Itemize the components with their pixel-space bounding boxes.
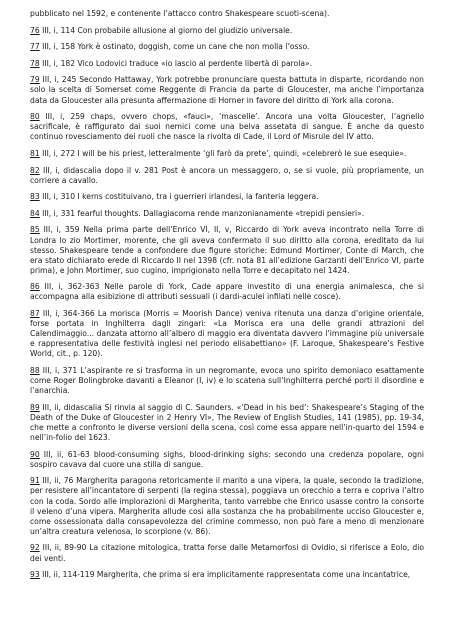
footnote <box>30 309 424 359</box>
footnote <box>30 543 424 563</box>
footnote-number-link[interactable]: 89 <box>30 402 40 412</box>
footnote <box>30 570 424 580</box>
footnote <box>30 149 424 159</box>
footnote-number-link[interactable]: 76 <box>30 25 40 35</box>
footnote-number-link[interactable]: 78 <box>30 58 40 68</box>
footnote-text: III, ii, 89-90 La citazione mitologica, tratta forse dalle Metamorfosi di Ovidio, si riferisce a Eolo, dio dei venti. <box>30 543 424 563</box>
footnote-number-link[interactable]: 85 <box>30 225 40 235</box>
footnote <box>30 112 424 142</box>
footnote-number-link[interactable]: 90 <box>30 449 40 459</box>
notes-list <box>30 26 424 581</box>
continued-note-text: pubblicato nel 1592, e contenente l’attacco contro Shakespeare scuoti-scena). <box>30 9 330 18</box>
footnote-number-link[interactable]: 83 <box>30 192 40 202</box>
footnote-text: III, i, 114 Con probabile allusione al giorno del giudizio universale. <box>42 25 293 35</box>
footnote-text: III, i, 310 I kerns costituivano, tra i guerrieri irlandesi, la fanteria leggera. <box>42 192 319 202</box>
footnote <box>30 476 424 537</box>
footnote-number-link[interactable]: 93 <box>30 570 40 580</box>
footnote <box>30 26 424 36</box>
footnote <box>30 450 424 470</box>
footnote-text: III, i, 182 Vico Lodovici traduce «io lascio al perdente libertà di parola». <box>42 58 313 68</box>
footnote-number-link[interactable]: 91 <box>30 476 40 486</box>
footnote-text: III, i, 272 I will be his priest, letteralmente ‘gli farò da prete’, quindi, «celebrerò le sue esequie». <box>42 148 407 158</box>
footnote-text: III, ii, didascalia Si rinvia al saggio di C. Saunders. «‘Dead in his bed’: Shakespeare’s Staging of the Death of the Duke of Gloucester in 2 Henry VI», The Review of English Studies, 141 (1985), pp. 19-34, che mette a confronto le diverse versioni della scena, così come essa appare nell’in-quarto del 1594 e nell’in-folio del 1623. <box>30 402 424 443</box>
footnote-number-link[interactable]: 81 <box>30 148 40 158</box>
footnote-number-link[interactable]: 77 <box>30 42 40 52</box>
footnote <box>30 75 424 105</box>
footnote-text: III, i, 362-363 Nelle parole di York, Cade appare investito di una energia animalesca, che si accompagna alla esibizione di attributi sessuali (i dardi-aculei infilati nelle cosce). <box>30 282 424 302</box>
footnote <box>30 166 424 186</box>
footnote <box>30 42 424 52</box>
footnote-number-link[interactable]: 86 <box>30 282 40 292</box>
footnote <box>30 366 424 396</box>
footnote-number-link[interactable]: 87 <box>30 309 40 319</box>
footnote <box>30 209 424 219</box>
footnote-text: III, i, 364-366 La morisca (Morris = Moorish Dance) veniva ritenuta una danza d’origine orientale, forse portata in Inghilterra dagli zingari: «La Morisca era una delle grandi attrazioni del Calendimaggio... danzata attorno all’albero di maggio era diventata davvero l’immagine più universale e rappresentativa delle festività inglesi nel periodo elisabettiano» (F. Laroque, Shakespeare’s Festive World, cit., p. 120). <box>30 309 424 359</box>
footnote-number-link[interactable]: 88 <box>30 366 40 376</box>
footnote-text: III, ii, 61-63 blood-consuming sighs, blood-drinking sighs: secondo una credenza popolare, ogni sospiro cavava dal cuore una stilla di sangue. <box>30 449 424 469</box>
footnote-text: III, i, didascalia dopo il v. 281 Post è ancora un messaggero, o, se si vuole, più propriamente, un corriere a cavallo. <box>30 165 424 185</box>
footnote <box>30 225 424 275</box>
footnote-text: III, i, 259 chaps, ovvero chops, «fauci», ‘mascelle’. Ancora una volta Gloucester, l’agnello sacrificale, è raffigurato dai suoi nemici come una belva assetata di sangue. È anche da questo continuo rovesciamento dei ruoli che nasce la rivolta di Cade, il Lord of Misrule del IV atto. <box>30 112 424 142</box>
footnote-text: III, ii, 76 Margherita paragona retoricamente il marito a una vipera, la quale, secondo la tradizione, per resistere all’incantatore di serpenti (la regina stessa), poggiava un orecchio a terra e copriva l’altro con la coda. Sordo alle implorazioni di Margherita, tanto varrebbe che Enrico usasse contro la consorte il veleno d’una vipera. Margherita allude così alla sostanza che ha probabilmente ucciso Gloucester e, come ossessionata dalla consapevolezza del crimine commesso, non può fare a meno di menzionare un’altra creatura velenosa, lo scorpione (v. 86). <box>30 476 424 536</box>
footnote-text: III, i, 331 fearful thoughts. Dallagiacoma rende manzonianamente «trepidi pensieri». <box>42 208 365 218</box>
footnote-number-link[interactable]: 82 <box>30 165 40 175</box>
footnote-text: III, i, 158 York è ostinato, doggish, come un cane che non molla l’osso. <box>42 42 310 52</box>
footnote <box>30 282 424 302</box>
footnote-number-link[interactable]: 92 <box>30 543 40 553</box>
footnote-text: III, ii, 114-119 Margherita, che prima si era implicitamente rappresentata come una incantatrice, <box>42 570 411 580</box>
footnote-text: III, i, 371 L’aspirante re si trasforma in un negromante, evoca uno spirito demoniaco esattamente come Roger Bolingbroke davanti a Eleanor (I, iv) e lo scatena sull’Inghilterra perché porti il disordine e l’anarchia. <box>30 366 424 396</box>
footnote-number-link[interactable]: 79 <box>30 75 40 85</box>
footnote-text: III, i, 245 Secondo Hattaway, York potrebbe pronunciare questa battuta in disparte, ricordando non solo la scelta di Somerset come Reggente di Francia da parte di Gloucester, ma anche l’importanza data da Gloucester alla presunta affermazione di Horner in favore del diritto di York alla corona. <box>30 75 424 105</box>
footnote-number-link[interactable]: 84 <box>30 208 40 218</box>
footnote <box>30 192 424 202</box>
footnote <box>30 59 424 69</box>
footnote <box>30 403 424 443</box>
footnote-number-link[interactable]: 80 <box>30 112 40 122</box>
footnote-text: III, i, 359 Nella prima parte dell’Enrico VI, II, v, Riccardo di York aveva incontrato nella Torre di Londra lo zio Mortimer, morente, che gli aveva confermato il suo diritto alla corona, ereditato da lui stesso. Shakespeare tende a confondere due figure storiche: Edmund Mortimer, Conte di March, che era stato dichiarato erede di Riccardo II nel 1398 (cfr. nota 81 all’edizione Garzanti dell’Enrico VI, parte prima), e John Mortimer, suo cugino, imprigionato nella Torre e decapitato nel 1424. <box>30 225 425 275</box>
